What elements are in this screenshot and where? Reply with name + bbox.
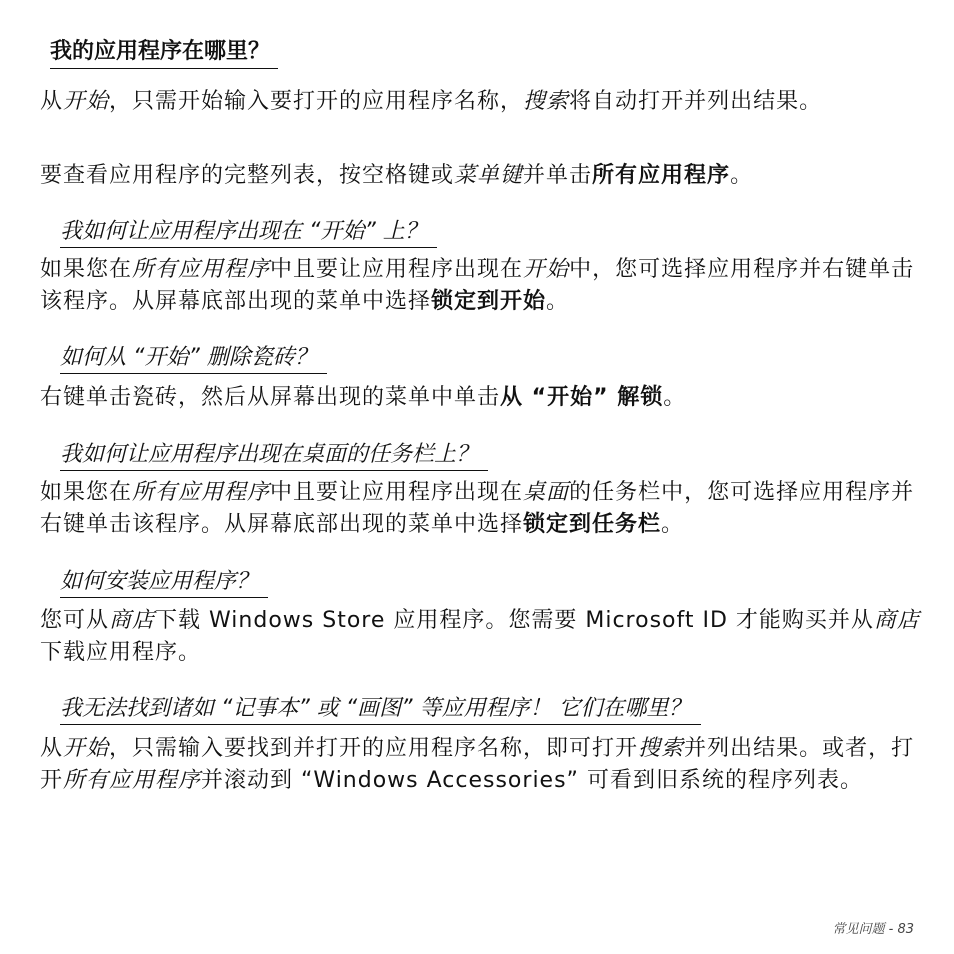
- text-run: 如果您在: [40, 480, 133, 505]
- question-heading: 我无法找到诸如 “记事本” 或 “画图” 等应用程序！ 它们在哪里？: [60, 694, 701, 725]
- text-run: ，只需开始输入要打开的应用程序名称，: [109, 89, 524, 114]
- store-term: 商店: [873, 608, 920, 633]
- unpin-from-start-term: 从 “开始” 解锁: [500, 385, 664, 410]
- text-run: 中且要让应用程序出现在: [270, 480, 524, 505]
- all-apps-term: 所有应用程序: [132, 257, 271, 282]
- all-apps-term: 所有应用程序: [132, 480, 271, 505]
- search-term: 搜索: [638, 736, 685, 761]
- intro-paragraph-1: [40, 86, 920, 118]
- question-heading: 如何安装应用程序？: [60, 567, 268, 598]
- menu-key-term: 菜单键: [454, 163, 524, 188]
- start-term: 开始: [523, 257, 570, 282]
- start-term: 开始: [63, 89, 110, 114]
- text-run: 从: [40, 89, 64, 114]
- text-run: 。: [661, 512, 685, 537]
- text-run: 如果您在: [40, 257, 133, 282]
- question-heading: 我如何让应用程序出现在桌面的任务栏上？: [60, 440, 488, 471]
- text-run: 中且要让应用程序出现在: [270, 257, 524, 282]
- text-run: 。: [663, 385, 687, 410]
- question-heading: 我如何让应用程序出现在 “开始” 上？: [60, 217, 437, 248]
- footer-section-label: 常见问题 -: [832, 922, 894, 937]
- page-title: 我的应用程序在哪里？: [50, 36, 278, 69]
- page-footer: [832, 918, 914, 937]
- store-term: 商店: [109, 608, 156, 633]
- text-run: 并单击: [523, 163, 593, 188]
- text-run: 并列出结果。或者，打开: [40, 736, 915, 793]
- answer-paragraph: [40, 477, 920, 541]
- text-run: 要查看应用程序的完整列表，按空格键或: [40, 163, 455, 188]
- answer-paragraph: [40, 733, 920, 797]
- all-apps-term: 所有应用程序: [63, 768, 202, 793]
- text-run: 从: [40, 736, 64, 761]
- search-term: 搜索: [523, 89, 570, 114]
- page-number: 83: [897, 922, 914, 937]
- text-run: 下载应用程序。: [40, 640, 202, 665]
- pin-to-start-term: 锁定到开始: [431, 289, 547, 314]
- all-apps-term: 所有应用程序: [592, 163, 731, 188]
- text-run: 。: [546, 289, 570, 314]
- text-run: ，只需输入要找到并打开的应用程序名称，即可打开: [109, 736, 639, 761]
- question-heading: 如何从 “开始” 删除瓷砖？: [60, 343, 327, 374]
- text-run: 。: [730, 163, 754, 188]
- text-run: 的任务栏中，您可选择应用程序并右键单击该程序。从屏幕底部出现的菜单中选择: [40, 480, 915, 537]
- text-run: 下载 Windows Store 应用程序。您需要 Microsoft ID 才能购买并从: [155, 608, 874, 633]
- start-term: 开始: [63, 736, 110, 761]
- answer-paragraph: [40, 605, 920, 669]
- text-run: 您可从: [40, 608, 110, 633]
- answer-paragraph: [40, 382, 920, 414]
- intro-paragraph-2: [40, 160, 920, 192]
- text-run: 中，您可选择应用程序并右键单击该程序。从屏幕底部出现的菜单中选择: [40, 257, 915, 314]
- text-run: 并滚动到 “Windows Accessories” 可看到旧系统的程序列表。: [201, 768, 863, 793]
- text-run: 将自动打开并列出结果。: [569, 89, 823, 114]
- desktop-term: 桌面: [523, 480, 570, 505]
- text-run: 右键单击瓷砖，然后从屏幕出现的菜单中单击: [40, 385, 501, 410]
- pin-to-taskbar-term: 锁定到任务栏: [523, 512, 662, 537]
- answer-paragraph: [40, 254, 920, 318]
